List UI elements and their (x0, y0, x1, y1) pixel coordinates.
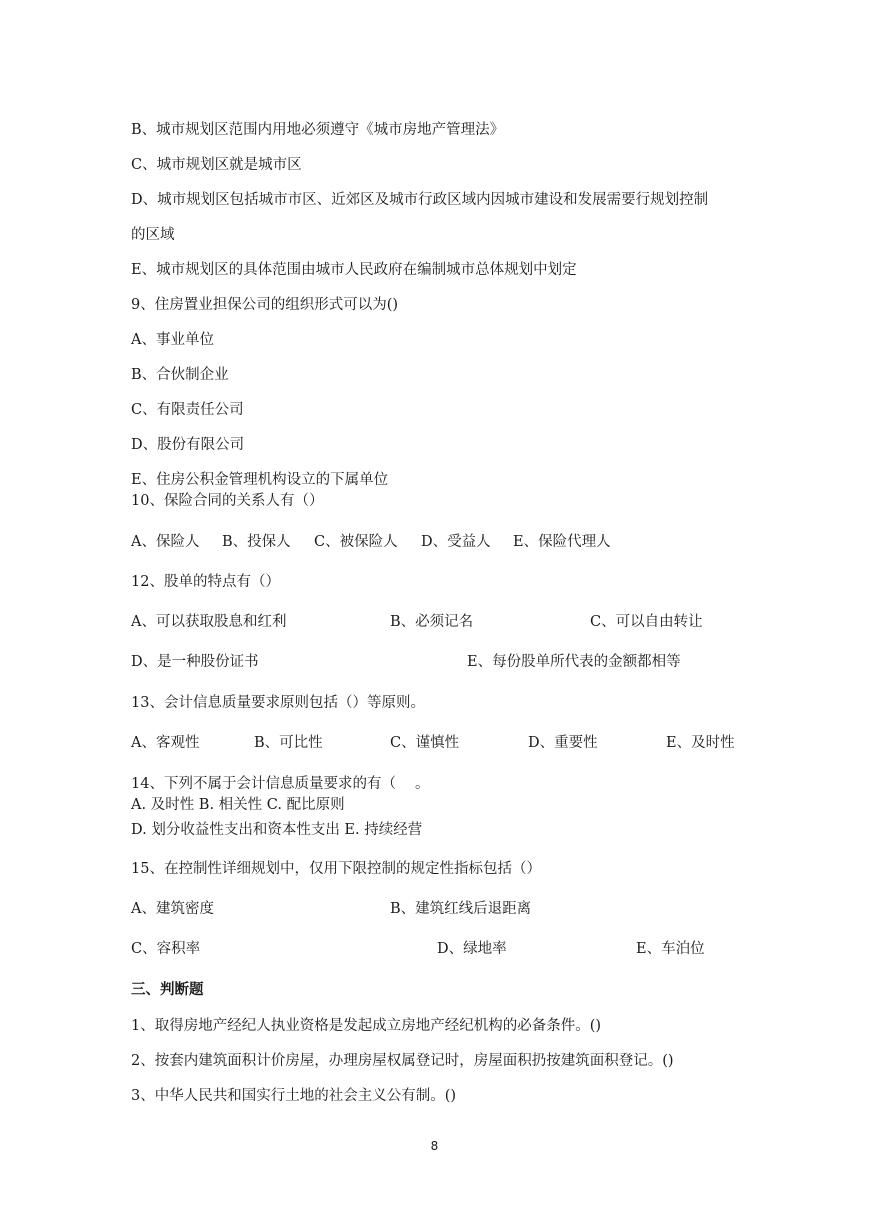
option-line: E、住房公积金管理机构设立的下属单位 (131, 472, 389, 488)
option-line: B、投保人 (222, 534, 291, 550)
option-line: B、必须记名 (390, 614, 474, 630)
question-line: 9、住房置业担保公司的组织形式可以为() (131, 297, 399, 313)
question-line: 2、按套内建筑面积计价房屋，办理房屋权属登记时，房屋面积扔按建筑面积登记。() (131, 1053, 674, 1069)
question-line: 1、取得房地产经纪人执业资格是发起成立房地产经纪机构的必备条件。() (131, 1018, 602, 1034)
option-line: B、合伙制企业 (131, 367, 229, 383)
question-line: 10、保险合同的关系人有（） (131, 493, 324, 509)
option-line: A. 及时性 B. 相关性 C. 配比原则 (131, 797, 345, 813)
option-line: E、城市规划区的具体范围由城市人民政府在编制城市总体规划中划定 (131, 262, 577, 278)
question-line: 3、中华人民共和国实行土地的社会主义公有制。() (131, 1088, 457, 1104)
option-line: E、及时性 (666, 735, 735, 751)
question-line: 12、股单的特点有（） (131, 574, 280, 590)
option-line: C、有限责任公司 (131, 402, 244, 418)
option-line: D、绿地率 (437, 941, 507, 957)
option-line: B、可比性 (254, 735, 323, 751)
question-line: 15、在控制性详细规划中，仅用下限控制的规定性指标包括（） (131, 861, 541, 877)
option-line: C、容积率 (131, 941, 201, 957)
option-line: D、是一种股份证书 (131, 654, 259, 670)
option-line: E、保险代理人 (513, 534, 611, 550)
option-line: C、城市规划区就是城市区 (131, 157, 302, 173)
option-line: D、股份有限公司 (131, 437, 245, 453)
section-heading: 三、判断题 (131, 982, 204, 998)
option-line: C、可以自由转让 (590, 614, 703, 630)
option-line: 的区域 (131, 227, 175, 243)
page-number: 8 (430, 1139, 439, 1153)
option-line: E、车泊位 (636, 941, 705, 957)
option-line: A、客观性 (131, 735, 200, 751)
option-line: B、建筑红线后退距离 (390, 901, 532, 917)
option-line: D. 划分收益性支出和资本性支出 E. 持续经营 (131, 822, 423, 838)
option-line: D、城市规划区包括城市市区、近郊区及城市行政区域内因城市建设和发展需要行规划控制 (131, 192, 709, 208)
option-line: A、保险人 (131, 534, 200, 550)
option-line: C、谨慎性 (390, 735, 460, 751)
question-line: 14、下列不属于会计信息质量要求的有（ 。 (131, 776, 430, 792)
option-line: C、被保险人 (314, 534, 398, 550)
option-line: E、每份股单所代表的金额都相等 (467, 654, 681, 670)
option-line: A、建筑密度 (131, 901, 214, 917)
question-line: 13、会计信息质量要求原则包括（）等原则。 (131, 695, 425, 711)
option-line: B、城市规划区范围内用地必须遵守《城市房地产管理法》 (131, 122, 505, 138)
option-line: D、受益人 (421, 534, 491, 550)
option-line: D、重要性 (528, 735, 598, 751)
option-line: A、可以获取股息和红利 (131, 614, 287, 630)
option-line: A、事业单位 (131, 332, 214, 348)
